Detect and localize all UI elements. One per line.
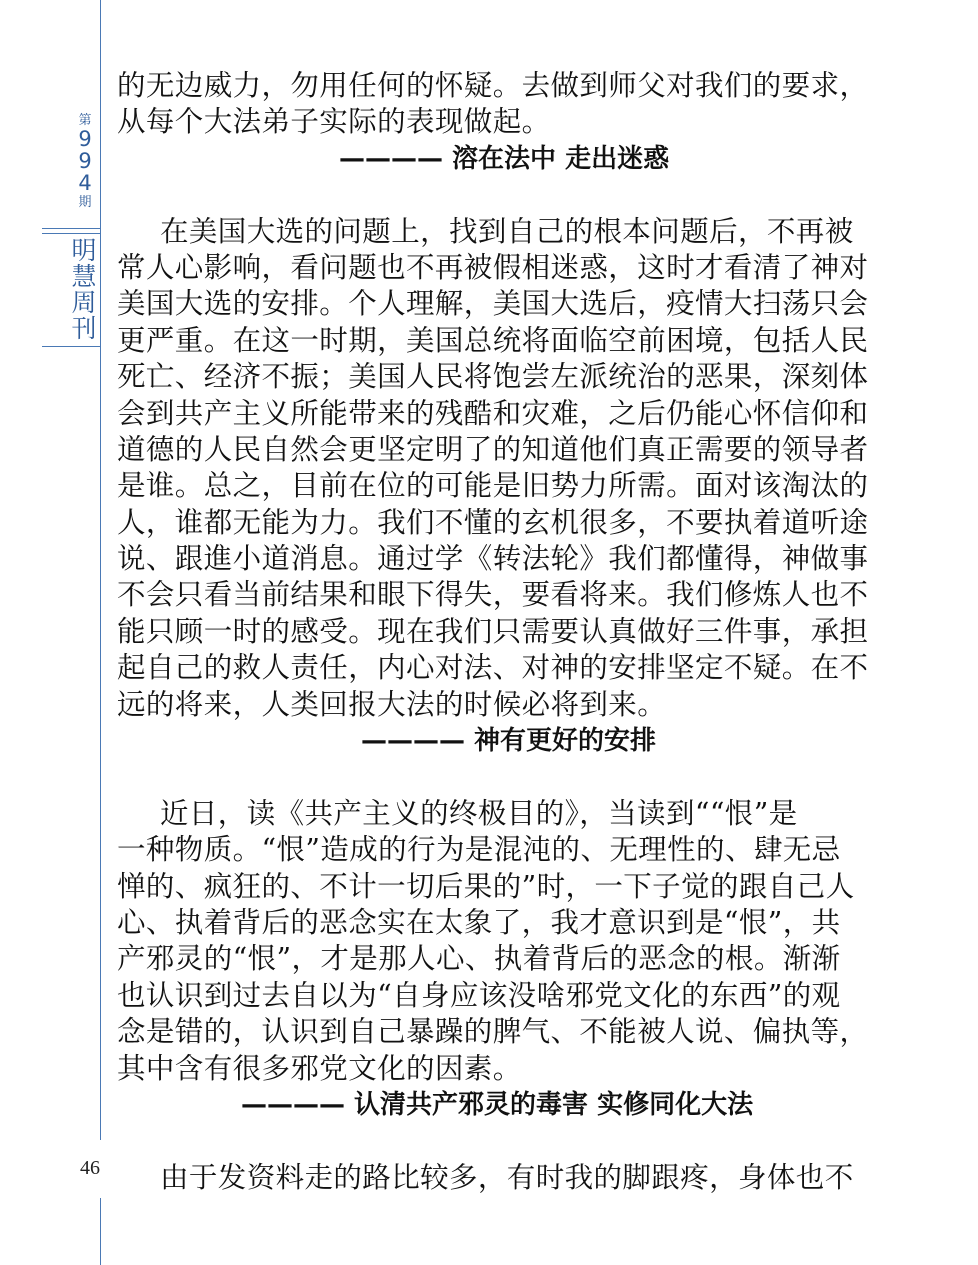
text-line: 能只顾一时的感受。现在我们只需要认真做好三件事，承担 <box>117 614 869 648</box>
paragraph-gap <box>117 1123 865 1159</box>
text-line: 近日，读《共产主义的终极目的》，当读到““恨”是 <box>160 796 798 830</box>
article-byline: ———— 神有更好的安排 <box>361 726 657 757</box>
text-line: 更严重。在这一时期，美国总统将面临空前困境，包括人民 <box>117 323 869 357</box>
page-number: 46 <box>80 1157 100 1179</box>
text-line: 常人心影响，看问题也不再被假相迷惑，这时才看清了神对 <box>117 250 869 284</box>
text-line: 远的将来，人类回报大法的时候必将到来。 <box>117 687 667 721</box>
article-byline: ———— 溶在法中 走出迷惑 <box>339 143 670 174</box>
text-line: 也认识到过去自以为“自身应该没啥邪党文化的东西”的观 <box>117 978 841 1012</box>
text-line: 其中含有很多邪党文化的因素。 <box>117 1051 522 1085</box>
article-body <box>117 68 869 1196</box>
sidebar-vertical-rule-top <box>100 0 101 1140</box>
text-line: 会到共产主义所能带来的残酷和灾难，之后仍能心怀信仰和 <box>117 396 869 430</box>
text-line: 人，谁都无能为力。我们不懂的玄机很多，不要执着道听途 <box>117 505 869 539</box>
text-line: 从每个大法弟子实际的表现做起。 <box>117 105 551 139</box>
text-line: 的无边威力，勿用任何的怀疑。去做到师父对我们的要求， <box>117 69 869 102</box>
magazine-title-char-4: 刊 <box>71 314 97 343</box>
text-line: 惮的、疯狂的、不计一切后果的”时，一下子觉的跟自己人 <box>117 869 855 903</box>
paragraph-gap <box>117 177 865 213</box>
issue-number-label <box>74 112 96 211</box>
sidebar-divider-top <box>42 228 100 229</box>
text-line: 由于发资料走的路比较多，有时我的脚跟疼，身体也不 <box>160 1160 854 1194</box>
text-line: 一种物质。“恨”造成的行为是混沌的、无理性的、肆无忌 <box>117 833 841 867</box>
text-line: 心、执着背后的恶念实在太象了，我才意识到是“恨”，共 <box>117 905 841 939</box>
text-line: 是谁。总之，目前在位的可能是旧势力所需。面对该淘汰的 <box>117 469 869 503</box>
magazine-title-char-1: 明 <box>71 236 97 265</box>
text-line: 死亡、经济不振；美国人民将饱尝左派统治的恶果，深刻体 <box>117 360 869 394</box>
text-line: 起自己的救人责任，内心对法、对神的安排坚定不疑。在不 <box>117 651 869 685</box>
issue-digit-2: 9 <box>78 149 92 173</box>
text-line: 念是错的，认识到自己暴躁的脾气、不能被人说、偏执等， <box>117 1015 869 1049</box>
sidebar-divider-top-double <box>42 233 100 234</box>
issue-digit-3: 4 <box>78 171 92 195</box>
issue-prefix: 第 <box>78 113 92 128</box>
magazine-title <box>62 238 106 342</box>
article-byline: ———— 认清共产邪灵的毒害 实修同化大法 <box>241 1089 754 1120</box>
text-line: 产邪灵的“恨”，才是那人心、执着背后的恶念的根。渐渐 <box>117 942 841 976</box>
text-line: 说、跟進小道消息。通过学《转法轮》我们都懂得，神做事 <box>117 542 869 576</box>
issue-suffix: 期 <box>78 195 92 210</box>
magazine-title-char-2: 慧 <box>71 262 97 291</box>
text-line: 道德的人民自然会更坚定明了的知道他们真正需要的领导者 <box>117 432 869 466</box>
sidebar-divider-bottom <box>42 346 100 347</box>
text-line: 不会只看当前结果和眼下得失，要看将来。我们修炼人也不 <box>117 578 869 612</box>
issue-digit-1: 9 <box>78 127 92 151</box>
text-line: 在美国大选的问题上，找到自己的根本问题后，不再被 <box>160 214 854 248</box>
text-line: 美国大选的安排。个人理解，美国大选后，疫情大扫荡只会 <box>117 287 869 321</box>
magazine-title-char-3: 周 <box>71 288 97 317</box>
paragraph-gap <box>117 759 865 795</box>
sidebar-vertical-rule-bottom <box>100 1198 101 1265</box>
